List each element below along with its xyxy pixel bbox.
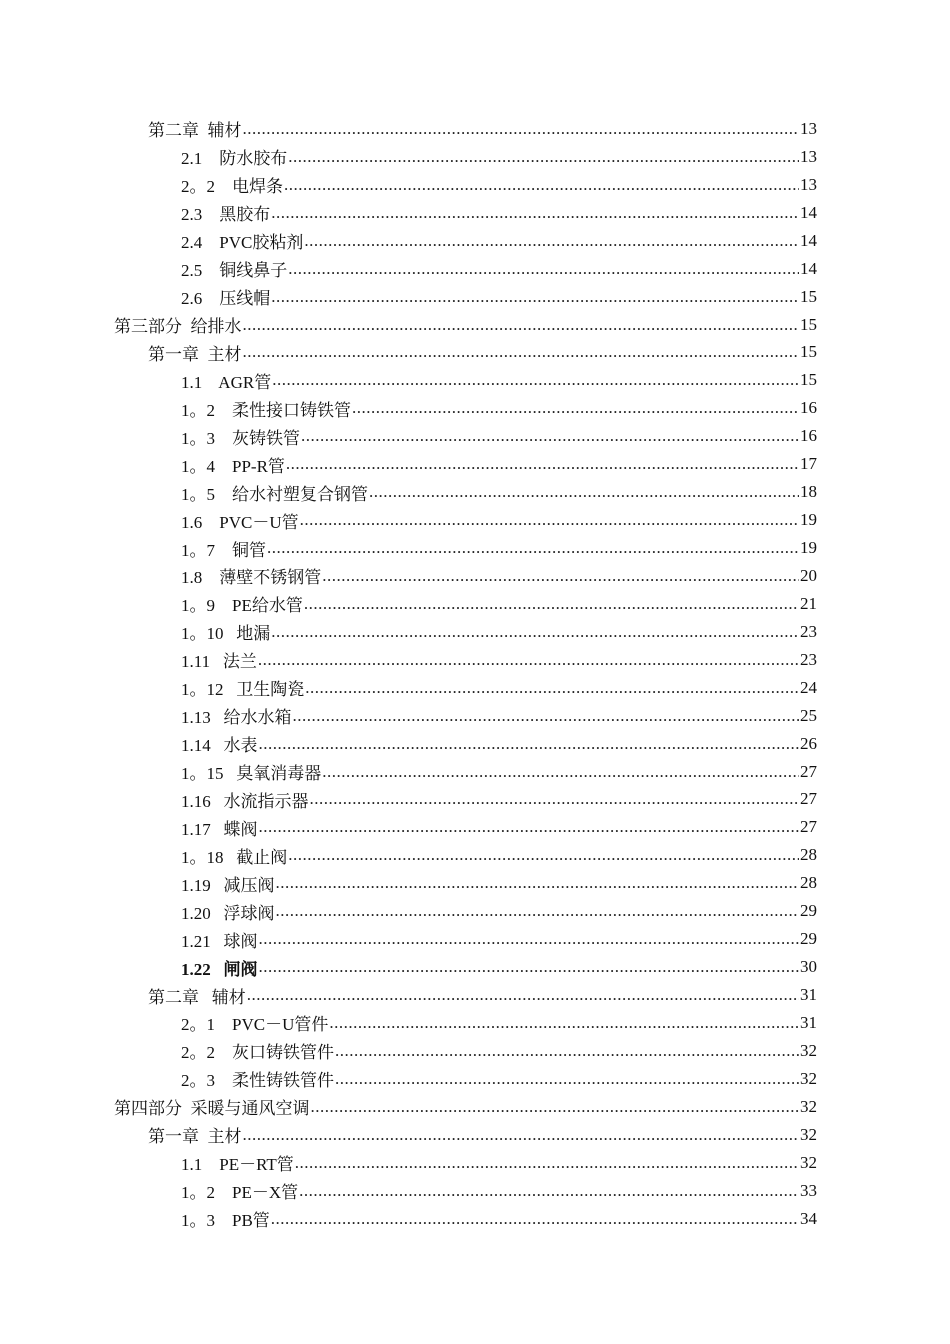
dot-leader [259, 957, 800, 977]
dot-leader [267, 538, 799, 558]
toc-entry[interactable] [0, 506, 817, 534]
toc-entry-label: 1.8 薄壁不锈钢管 [181, 568, 322, 588]
dot-leader [299, 1181, 799, 1201]
toc-entry-page-number: 15 [800, 286, 817, 306]
toc-entry-page-number: 14 [800, 202, 817, 222]
toc-entry[interactable] [0, 366, 817, 394]
toc-entry-page-number: 23 [800, 621, 817, 641]
toc-entry[interactable] [0, 422, 817, 450]
toc-entry-page-number: 32 [800, 1124, 817, 1144]
toc-entry[interactable] [0, 869, 817, 897]
toc-entry-page-number: 31 [800, 1012, 817, 1032]
toc-entry[interactable] [0, 646, 817, 674]
toc-entry[interactable] [0, 283, 817, 311]
dot-leader [322, 762, 799, 782]
toc-entry-label: 1。3 灰铸铁管 [181, 428, 300, 448]
dot-leader [300, 510, 799, 530]
dot-leader [288, 147, 799, 167]
dot-leader [301, 426, 799, 446]
toc-entry-page-number: 20 [800, 565, 817, 585]
toc-entry[interactable] [0, 255, 817, 283]
toc-entry[interactable] [0, 897, 817, 925]
dot-leader [335, 1041, 799, 1061]
toc-entry-label: 1.19 减压阀 [181, 875, 275, 895]
dot-leader [271, 1209, 799, 1229]
toc-entry-label: 2。3 柔性铸铁管件 [181, 1071, 334, 1091]
dot-leader [369, 482, 799, 502]
toc-entry-label: 1。7 铜管 [181, 540, 266, 560]
toc-entry-page-number: 29 [800, 901, 817, 921]
toc-entry-label: 1。15 臭氧消毒器 [181, 764, 322, 784]
dot-leader [243, 342, 800, 362]
toc-entry[interactable] [0, 199, 817, 227]
toc-entry-page-number: 13 [800, 118, 817, 138]
toc-entry-page-number: 17 [800, 454, 817, 474]
dot-leader [286, 454, 799, 474]
toc-entry[interactable] [0, 1093, 817, 1121]
toc-entry-page-number: 26 [800, 733, 817, 753]
toc-entry-page-number: 21 [800, 593, 817, 613]
table-of-contents [0, 115, 950, 1233]
toc-entry-page-number: 27 [800, 761, 817, 781]
dot-leader [259, 929, 800, 949]
toc-entry-label: 1。9 PE给水管 [181, 596, 303, 616]
toc-entry-page-number: 34 [800, 1208, 817, 1228]
dot-leader [305, 678, 799, 698]
toc-entry-label: 2.3 黑胶布 [181, 205, 271, 225]
toc-entry[interactable] [0, 171, 817, 199]
toc-entry[interactable] [0, 1121, 817, 1149]
toc-entry[interactable] [0, 841, 817, 869]
dot-leader [247, 985, 799, 1005]
toc-entry-label: 2.5 铜线鼻子 [181, 261, 288, 281]
toc-entry[interactable] [0, 478, 817, 506]
toc-entry[interactable] [0, 227, 817, 255]
dot-leader [288, 259, 799, 279]
toc-entry-page-number: 14 [800, 230, 817, 250]
toc-entry-label: 1。4 PP-R管 [181, 456, 285, 476]
toc-entry-page-number: 25 [800, 705, 817, 725]
toc-entry-label: 1。2 柔性接口铸铁管 [181, 400, 351, 420]
toc-entry-label: 2。1 PVC－U管件 [181, 1015, 329, 1035]
dot-leader [288, 845, 799, 865]
toc-entry[interactable] [0, 562, 817, 590]
toc-entry-page-number: 28 [800, 845, 817, 865]
toc-entry-page-number: 30 [800, 957, 817, 977]
dot-leader [271, 622, 799, 642]
toc-entry-page-number: 15 [800, 314, 817, 334]
toc-entry-label: 第一章 主材 [148, 1127, 242, 1147]
toc-entry-page-number: 19 [800, 510, 817, 530]
toc-entry-page-number: 14 [800, 258, 817, 278]
toc-entry[interactable] [0, 1205, 817, 1233]
toc-entry-label: 1.1 AGR管 [181, 372, 272, 392]
toc-entry-label: 1.14 水表 [181, 736, 258, 756]
toc-entry-label: 2.1 防水胶布 [181, 149, 288, 169]
toc-entry-page-number: 16 [800, 426, 817, 446]
toc-entry-page-number: 18 [800, 482, 817, 502]
toc-entry[interactable] [0, 394, 817, 422]
toc-entry[interactable] [0, 981, 817, 1009]
toc-entry-page-number: 19 [800, 538, 817, 558]
toc-entry-page-number: 15 [800, 342, 817, 362]
dot-leader [259, 817, 800, 837]
toc-entry[interactable] [0, 702, 817, 730]
dot-leader [272, 370, 799, 390]
toc-entry[interactable] [0, 1037, 817, 1065]
dot-leader [276, 901, 800, 921]
toc-entry[interactable] [0, 786, 817, 814]
toc-entry-label: 1.1 PE－RT管 [181, 1155, 294, 1175]
toc-entry-page-number: 24 [800, 677, 817, 697]
dot-leader [304, 594, 799, 614]
dot-leader [295, 1153, 799, 1173]
toc-entry-label: 1。10 地漏 [181, 624, 271, 644]
dot-leader [293, 706, 800, 726]
toc-entry-page-number: 27 [800, 817, 817, 837]
toc-entry-page-number: 15 [800, 370, 817, 390]
toc-entry-label: 1。18 截止阀 [181, 847, 288, 867]
dot-leader [243, 315, 800, 335]
toc-entry-page-number: 32 [800, 1152, 817, 1172]
toc-entry[interactable] [0, 1149, 817, 1177]
toc-entry-page-number: 13 [800, 146, 817, 166]
toc-entry[interactable] [0, 590, 817, 618]
toc-entry-page-number: 29 [800, 929, 817, 949]
toc-entry-label: 1.13 给水水箱 [181, 708, 292, 728]
dot-leader [243, 1125, 800, 1145]
toc-entry[interactable] [0, 925, 817, 953]
toc-entry-label: 第一章 主材 [148, 344, 242, 364]
toc-entry-label: 1.22 闸阀 [181, 959, 258, 979]
toc-entry[interactable] [0, 143, 817, 171]
toc-entry-label: 1。3 PB管 [181, 1211, 270, 1231]
toc-entry-label: 1.17 蝶阀 [181, 819, 258, 839]
toc-entry-page-number: 27 [800, 789, 817, 809]
toc-entry-page-number: 23 [800, 649, 817, 669]
dot-leader [304, 231, 799, 251]
toc-entry-label: 1。12 卫生陶瓷 [181, 680, 305, 700]
dot-leader [311, 1097, 800, 1117]
toc-entry[interactable] [0, 534, 817, 562]
dot-leader [271, 287, 799, 307]
toc-entry-label: 1.20 浮球阀 [181, 903, 275, 923]
toc-entry-page-number: 16 [800, 398, 817, 418]
toc-entry-label: 第四部分 采暖与通风空调 [114, 1099, 310, 1119]
toc-entry-label: 2.4 PVC胶粘剂 [181, 233, 304, 253]
dot-leader [259, 734, 800, 754]
dot-leader [352, 398, 799, 418]
toc-entry-page-number: 28 [800, 873, 817, 893]
dot-leader [258, 650, 799, 670]
dot-leader [335, 1069, 799, 1089]
dot-leader [310, 789, 800, 809]
toc-entry-label: 2。2 电焊条 [181, 177, 283, 197]
toc-entry-label: 第二章 辅材 [148, 121, 242, 141]
toc-entry-label: 1.6 PVC－U管 [181, 512, 299, 532]
toc-entry-page-number: 33 [800, 1180, 817, 1200]
toc-entry[interactable] [0, 311, 817, 339]
toc-entry[interactable] [0, 730, 817, 758]
toc-entry-page-number: 32 [800, 1068, 817, 1088]
toc-entry[interactable] [0, 758, 817, 786]
toc-entry-label: 第三部分 给排水 [114, 317, 242, 337]
toc-entry-label: 1.21 球阀 [181, 931, 258, 951]
toc-entry[interactable] [0, 1065, 817, 1093]
dot-leader [322, 566, 799, 586]
toc-entry-label: 2。2 灰口铸铁管件 [181, 1043, 334, 1063]
dot-leader [284, 175, 799, 195]
toc-entry-page-number: 13 [800, 174, 817, 194]
toc-entry[interactable] [0, 674, 817, 702]
toc-entry-label: 1.11 法兰 [181, 652, 257, 672]
toc-entry-label: 第二章 辅材 [148, 987, 246, 1007]
dot-leader [276, 873, 800, 893]
toc-entry[interactable] [0, 813, 817, 841]
toc-entry-label: 1。5 给水衬塑复合钢管 [181, 484, 368, 504]
toc-entry-page-number: 31 [800, 985, 817, 1005]
toc-entry[interactable] [0, 1009, 817, 1037]
toc-entry[interactable] [0, 953, 817, 981]
toc-entry-page-number: 32 [800, 1096, 817, 1116]
toc-entry-label: 1。2 PE－X管 [181, 1183, 299, 1203]
dot-leader [243, 119, 800, 139]
toc-entry-label: 1.16 水流指示器 [181, 791, 309, 811]
dot-leader [271, 203, 799, 223]
toc-entry[interactable] [0, 115, 817, 143]
toc-entry-page-number: 32 [800, 1040, 817, 1060]
toc-entry[interactable] [0, 618, 817, 646]
toc-entry[interactable] [0, 450, 817, 478]
dot-leader [329, 1013, 799, 1033]
toc-entry[interactable] [0, 1177, 817, 1205]
toc-entry-label: 2.6 压线帽 [181, 289, 271, 309]
toc-entry[interactable] [0, 339, 817, 367]
